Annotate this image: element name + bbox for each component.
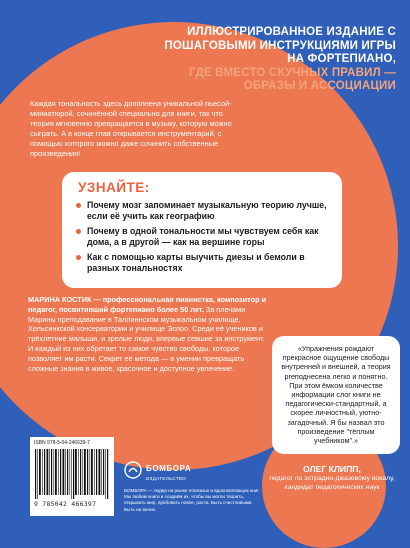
review-author-name: ОЛЕГ КЛИПП, [303,464,361,474]
author-bio-text: За плечами Марины преподавание в Таллиннском музыкальном училище, Хельсинкской консерватории и училище Эспоо. Среди её учеников и трёхлетние малыши, и зрелые люди, впервые севшие за инструмент. И каждый из них обретает то самое чувство свободы, которое позволяет им расти. Секрет её метода — в умении превращать сложные знания в живое, красочное и доступное увлечение. [28,304,265,373]
learn-title: УЗНАЙТЕ: [78,180,150,195]
author-bio [28,295,268,373]
review-author-role: педагог по эстрадно-джазовому вокалу, кандидат педагогических наук [269,475,395,491]
headline-white: ИЛЛЮСТРИРОВАННОЕ ИЗДАНИЕ С ПОШАГОВЫМИ ИНСТРУКЦИЯМИ ИГРЫ НА ФОРТЕПИАНО, [164,26,396,65]
learn-item [76,200,338,221]
author-bio-lead: МАРИНА КОСТИК — профессиональная пианистка, композитор и педагог, посвятивший фортепиано более 50 лет. [28,295,267,314]
publisher-note: БОМБОРА — лидер на рынке полезных и вдохновляющих книг. Мы любим книги и создаём их, чтобы вы могли творить, открывать мир, пробовать новое, расти. Быть счастливыми. Быть на волне. [124,488,260,512]
isbn-block [30,437,114,516]
learn-item-text: Почему в одной тональности мы чувствуем себя как дома, а в другой — как на вершине горы [87,226,319,247]
barcode-icon [34,449,110,499]
publisher-name: БОМБОРА [146,464,192,473]
intro-paragraph: Каждая тональность здесь дополнена уникальной пьесой-миниатюрой, сочинённой специально для книги, так что теория мгновенно превращается в музыку, которую можно сыграть. А в конце глав открывается инструментарий, с помощью которого можно даже сочинить собственные произведения! [30,99,232,158]
publisher-logo-icon [124,461,142,479]
headline-accent: ГДЕ ВМЕСТО СКУЧНЫХ ПРАВИЛ — ОБРАЗЫ И АССОЦИАЦИИ [189,66,396,92]
learn-item [76,252,338,273]
bullet-icon [76,203,81,208]
learn-item [76,226,338,247]
isbn-label: ISBN 978-5-04-246639-7 [34,440,90,446]
review-quote: «Упражнения рождают прекрасное ощущение свободы внутренней и внешней, а теория preподнесена легко и понятно. При этом ёмком количестве информации слог книги не педагогически-стандартный, а скорее личностный, уютно-загадочный. Я бы назвал это произведение "тёплым учебником".» [272,336,400,454]
review-author [262,464,402,492]
learn-item-text: Как с помощью карты выучить диезы и бемоли в разных тональностях [87,252,305,273]
isbn-number: 9 785042 466397 [34,500,97,508]
learn-box [62,172,342,288]
learn-list [76,200,338,273]
bullet-icon [76,229,81,234]
learn-item-text: Почему мозг запоминает музыкальную теорию лучше, если её учить как географию [87,200,327,221]
bullet-icon [76,255,81,260]
publisher-logo [124,458,264,481]
publisher-subtitle: ИЗДАТЕЛЬСТВО [146,476,187,481]
cover-headline [146,26,396,94]
